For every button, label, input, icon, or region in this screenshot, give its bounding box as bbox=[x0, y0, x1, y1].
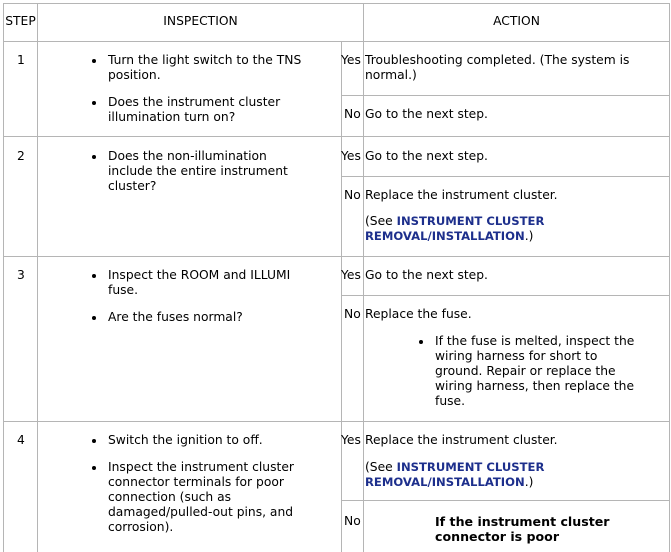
inspection-item: Inspect the instrument cluster connector terminals for poor connection (such as damaged/pulled-out pins, and corrosion). bbox=[90, 460, 320, 535]
inspection-list bbox=[90, 149, 310, 206]
yes-action: Go to the next step. bbox=[365, 149, 488, 163]
inspection-item: Inspect the ROOM and ILLUMI fuse. bbox=[90, 268, 320, 298]
header-inspection: INSPECTION bbox=[163, 14, 238, 28]
header-action: ACTION bbox=[493, 14, 540, 28]
yes-label: Yes bbox=[341, 433, 361, 447]
inspection-item: Does the instrument cluster illumination turn on? bbox=[90, 95, 320, 125]
yes-action: Troubleshooting completed. (The system is normal.) bbox=[365, 53, 630, 82]
inspection-item: Does the non-illumination include the entire instrument cluster? bbox=[90, 149, 310, 194]
grid-line bbox=[341, 176, 670, 177]
grid-line bbox=[37, 3, 38, 552]
instrument-cluster-link[interactable]: INSTRUMENT CLUSTER REMOVAL/INSTALLATION bbox=[365, 214, 545, 243]
inspection-list bbox=[90, 53, 320, 137]
step-number: 1 bbox=[17, 53, 25, 67]
fuse-note: If the fuse is melted, inspect the wiring harness for short to ground. Repair or replace the wiring harness, then replace the fuse. bbox=[417, 334, 642, 409]
grid-line bbox=[341, 500, 670, 501]
grid-line bbox=[341, 95, 670, 96]
no-label: No bbox=[344, 188, 361, 202]
grid-line bbox=[3, 421, 670, 422]
grid-line bbox=[3, 3, 670, 4]
grid-line bbox=[3, 3, 4, 552]
see-suffix: .) bbox=[524, 475, 534, 489]
step-number: 4 bbox=[17, 433, 25, 447]
yes-action: Replace the instrument cluster. bbox=[365, 433, 558, 447]
grid-line bbox=[341, 295, 670, 296]
inspection-item: Switch the ignition to off. bbox=[90, 433, 320, 448]
fuse-note-list bbox=[417, 334, 642, 421]
inspection-list bbox=[90, 433, 320, 547]
grid-line bbox=[3, 256, 670, 257]
step-number: 3 bbox=[17, 268, 25, 282]
yes-label: Yes bbox=[341, 149, 361, 163]
no-label: No bbox=[344, 107, 361, 121]
see-prefix: (See bbox=[365, 460, 397, 474]
grid-line bbox=[3, 41, 670, 42]
grid-line bbox=[341, 41, 342, 552]
see-reference bbox=[365, 214, 605, 244]
inspection-item: Turn the light switch to the TNS position. bbox=[90, 53, 320, 83]
yes-action: Go to the next step. bbox=[365, 268, 488, 282]
no-action: Replace the instrument cluster. bbox=[365, 188, 558, 202]
see-reference bbox=[365, 460, 605, 490]
inspection-list bbox=[90, 268, 320, 337]
yes-label: Yes bbox=[341, 268, 361, 282]
inspection-item: Are the fuses normal? bbox=[90, 310, 320, 325]
header-step: STEP bbox=[5, 14, 36, 28]
no-action: Go to the next step. bbox=[365, 107, 488, 121]
no-action-heading: If the instrument cluster connector is poor bbox=[435, 514, 610, 544]
see-suffix: .) bbox=[524, 229, 534, 243]
no-label: No bbox=[344, 514, 361, 528]
see-prefix: (See bbox=[365, 214, 397, 228]
instrument-cluster-link[interactable]: INSTRUMENT CLUSTER REMOVAL/INSTALLATION bbox=[365, 460, 545, 489]
yes-label: Yes bbox=[341, 53, 361, 67]
grid-line bbox=[669, 3, 670, 552]
step-number: 2 bbox=[17, 149, 25, 163]
grid-line bbox=[363, 3, 364, 552]
no-label: No bbox=[344, 307, 361, 321]
no-action: Replace the fuse. bbox=[365, 307, 472, 321]
